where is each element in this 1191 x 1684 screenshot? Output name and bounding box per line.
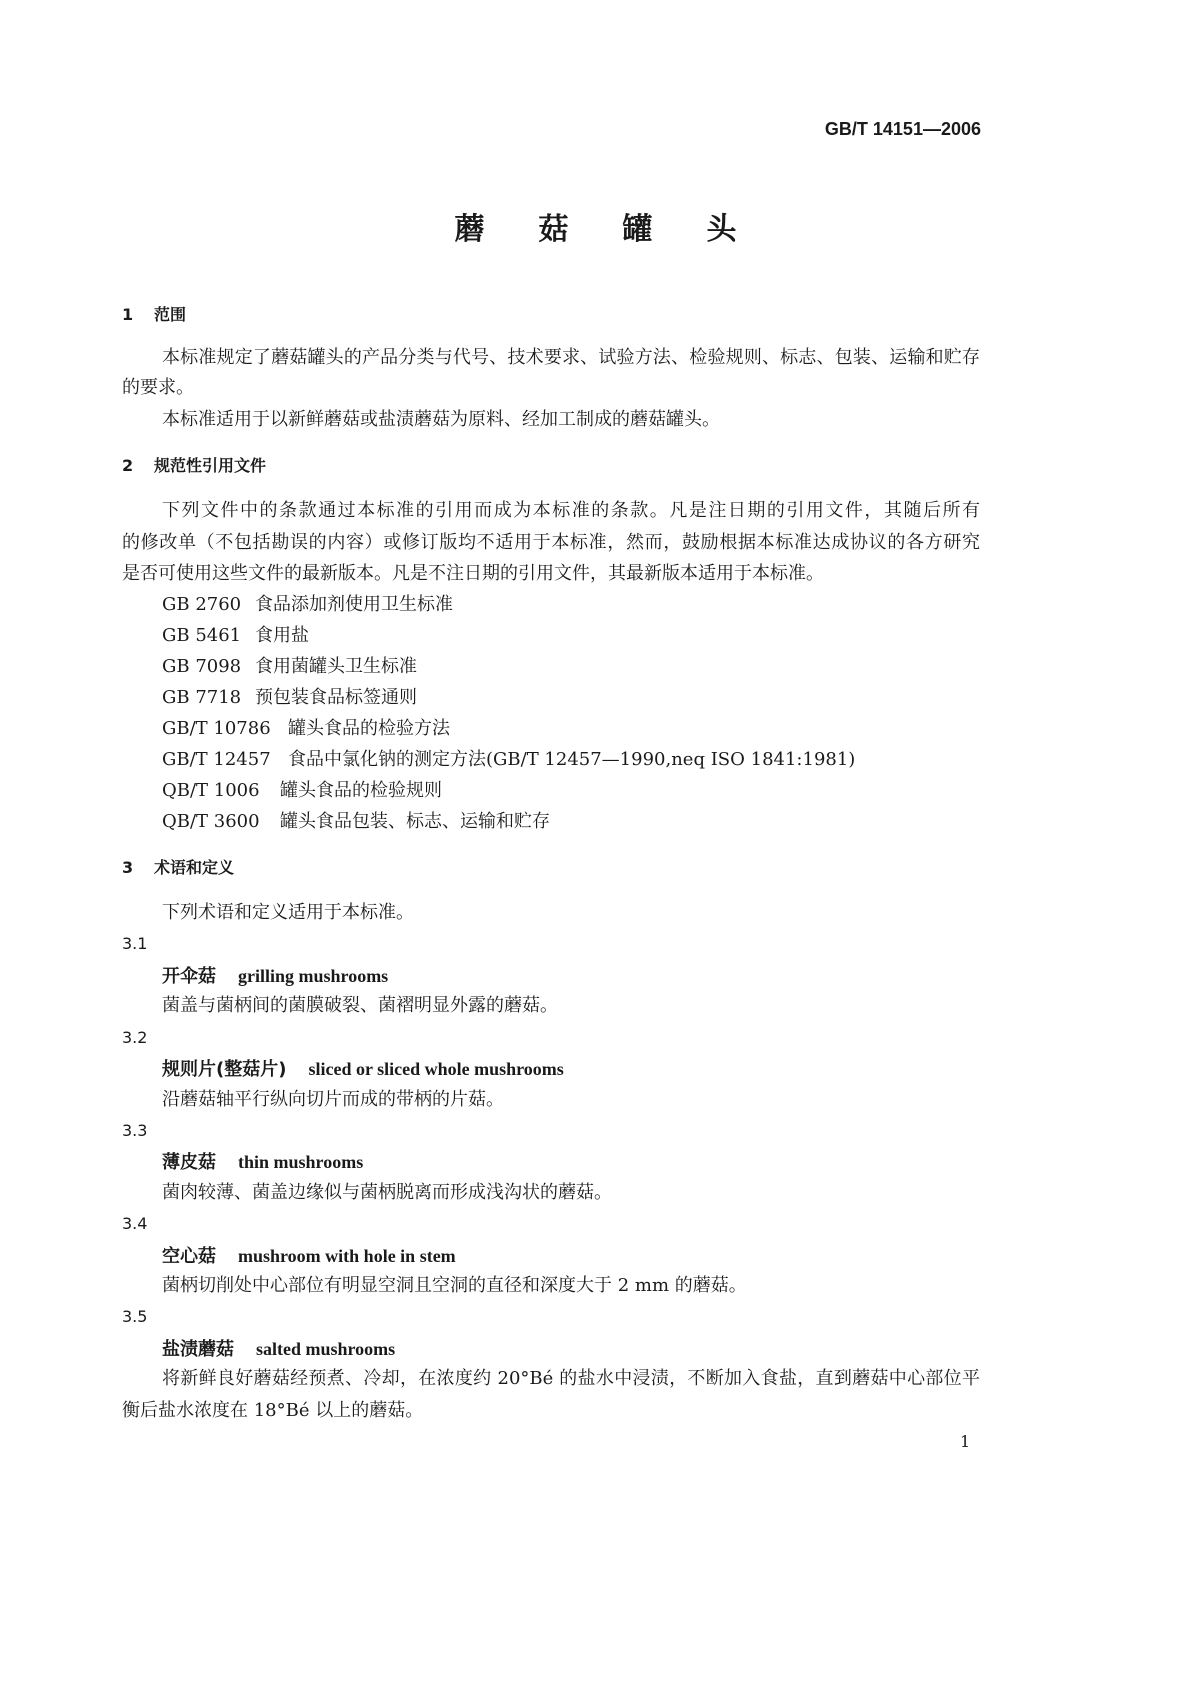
section-heading-1	[122, 303, 186, 327]
term-number: 3.1	[122, 934, 148, 953]
reference-title: 罐头食品的检验规则	[280, 780, 442, 801]
reference-code: GB 5461	[162, 625, 242, 646]
reference-item	[162, 686, 417, 710]
paragraph-line: 本标准适用于以新鲜蘑菇或盐渍蘑菇为原料、经加工制成的蘑菇罐头。	[162, 409, 720, 430]
term-heading	[162, 1337, 395, 1362]
reference-code: GB/T 12457	[162, 749, 271, 770]
term-zh: 规则片(整菇片)	[162, 1059, 287, 1080]
section-title: 规范性引用文件	[154, 456, 267, 475]
term-en: thin mushrooms	[238, 1152, 364, 1172]
reference-title: 食用盐	[255, 625, 309, 646]
section-number: 2	[122, 456, 134, 475]
term-zh: 盐渍蘑菇	[162, 1339, 234, 1360]
paragraph-line: 是否可使用这些文件的最新版本。凡是不注日期的引用文件，其最新版本适用于本标准。	[122, 563, 824, 584]
paragraph-line: 下列术语和定义适用于本标准。	[162, 902, 414, 923]
term-definition: 菌盖与菌柄间的菌膜破裂、菌褶明显外露的蘑菇。	[162, 995, 558, 1016]
reference-title: 罐头食品包装、标志、运输和贮存	[280, 811, 550, 832]
term-definition: 菌肉较薄、菌盖边缘似与菌柄脱离而形成浅沟状的蘑菇。	[162, 1182, 612, 1203]
term-heading	[162, 1244, 456, 1269]
reference-code: QB/T 3600	[162, 811, 260, 832]
term-en: grilling mushrooms	[238, 966, 389, 986]
term-zh: 薄皮菇	[162, 1152, 216, 1173]
term-heading	[162, 1057, 564, 1082]
term-en: salted mushrooms	[256, 1339, 396, 1359]
term-heading	[162, 1150, 363, 1175]
term-definition: 菌柄切削处中心部位有明显空洞且空洞的直径和深度大于 2 mm 的蘑菇。	[162, 1275, 747, 1296]
reference-item	[162, 717, 450, 741]
reference-code: QB/T 1006	[162, 780, 260, 801]
term-definition: 将新鲜良好蘑菇经预煮、冷却，在浓度约 20°Bé 的盐水中浸渍，不断加入食盐，直到蘑菇中心部位平	[162, 1368, 980, 1389]
reference-item	[162, 655, 417, 679]
paragraph-line: 的修改单（不包括勘误的内容）或修订版均不适用于本标准，然而，鼓励根据本标准达成协议的各方研究	[122, 532, 980, 553]
term-zh: 开伞菇	[162, 966, 216, 987]
section-number: 3	[122, 858, 134, 877]
reference-code: GB 2760	[162, 594, 242, 615]
section-title: 术语和定义	[154, 858, 235, 877]
term-number: 3.5	[122, 1307, 148, 1326]
standard-code: GB/T 14151—2006	[824, 119, 981, 139]
reference-code: GB/T 10786	[162, 718, 271, 739]
term-definition: 衡后盐水浓度在 18°Bé 以上的蘑菇。	[122, 1400, 424, 1421]
term-en: sliced or sliced whole mushrooms	[308, 1059, 564, 1079]
reference-title: 食品中氯化钠的测定方法(GB/T 12457—1990,neq ISO 1841:1981)	[288, 749, 856, 770]
reference-title: 食用菌罐头卫生标准	[255, 656, 417, 677]
reference-item	[162, 748, 856, 772]
section-number: 1	[122, 305, 134, 324]
reference-code: GB 7718	[162, 687, 242, 708]
reference-title: 罐头食品的检验方法	[288, 718, 450, 739]
reference-title: 预包装食品标签通则	[255, 687, 417, 708]
term-number: 3.3	[122, 1121, 148, 1140]
paragraph-line: 下列文件中的条款通过本标准的引用而成为本标准的条款。凡是注日期的引用文件，其随后所有	[162, 500, 980, 521]
section-heading-3	[122, 856, 234, 880]
reference-item	[162, 779, 442, 803]
term-heading	[162, 964, 388, 989]
paragraph-line: 的要求。	[122, 377, 194, 398]
term-en: mushroom with hole in stem	[238, 1246, 456, 1266]
reference-code: GB 7098	[162, 656, 242, 677]
page-number: 1	[960, 1432, 971, 1451]
page-title: 蘑菇罐头	[454, 212, 791, 247]
term-definition: 沿蘑菇轴平行纵向切片而成的带柄的片菇。	[162, 1089, 504, 1110]
reference-title: 食品添加剂使用卫生标准	[255, 594, 453, 615]
section-heading-2	[122, 454, 266, 478]
section-title: 范围	[154, 305, 187, 324]
reference-item	[162, 624, 309, 648]
term-number: 3.4	[122, 1214, 148, 1233]
paragraph-line: 本标准规定了蘑菇罐头的产品分类与代号、技术要求、试验方法、检验规则、标志、包装、运输和贮存	[162, 347, 980, 368]
reference-item	[162, 593, 453, 617]
reference-item	[162, 810, 550, 834]
term-number: 3.2	[122, 1028, 148, 1047]
term-zh: 空心菇	[162, 1246, 216, 1267]
